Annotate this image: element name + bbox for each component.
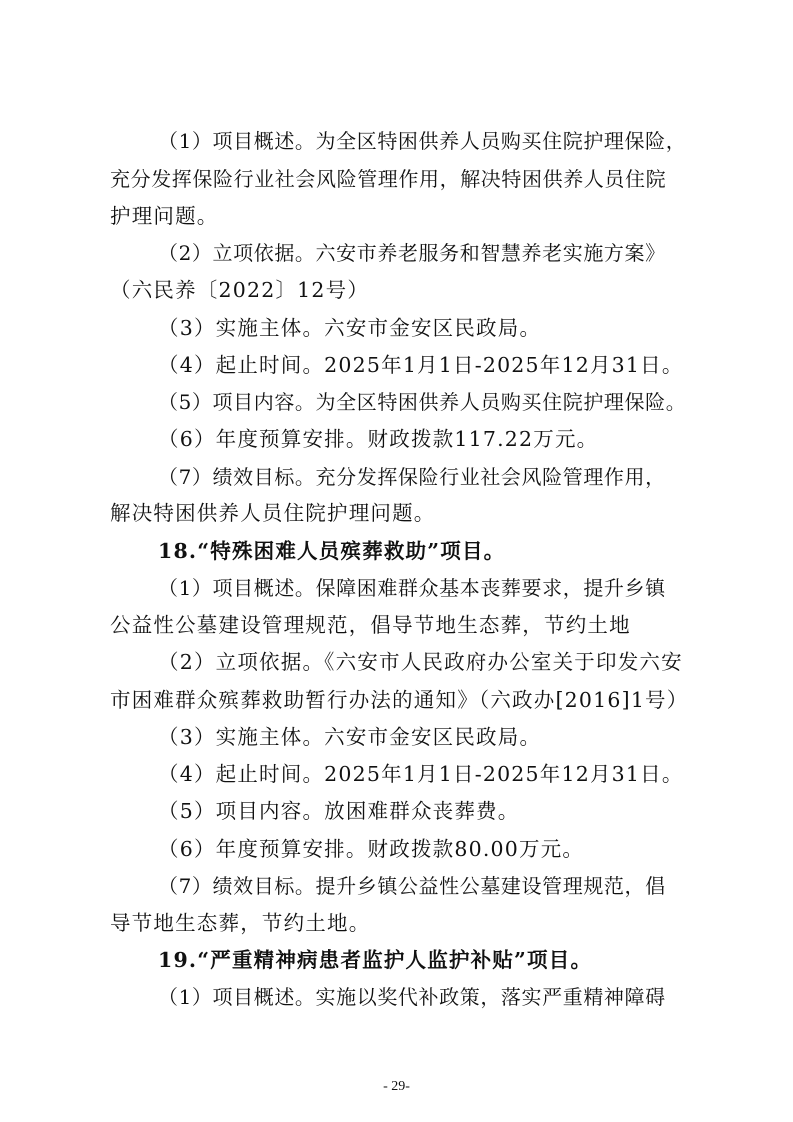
page-number: - 29-: [383, 1079, 410, 1094]
section-heading: 19.“严重精神病患者监护人监护补贴”项目。: [158, 948, 593, 972]
paragraph-line: （2）立项依据。六安市养老服务和智慧养老实施方案》: [158, 241, 666, 265]
paragraph-line: （6）年度预算安排。财政拨款117.22万元。: [158, 427, 599, 451]
paragraph-line: 解决特困供养人员住院护理问题。: [110, 501, 436, 525]
paragraph-line: 护理问题。: [110, 204, 219, 228]
paragraph-line: 公益性公墓建设管理规范，倡导节地生态葬，节约土地: [110, 613, 631, 637]
paragraph-line: （5）项目内容。放困难群众丧葬费。: [158, 799, 520, 823]
paragraph-line: （6）年度预算安排。财政拨款80.00万元。: [158, 837, 585, 861]
paragraph-line: （7）绩效目标。充分发挥保险行业社会风险管理作用，: [158, 465, 666, 489]
paragraph-line: （4）起止时间。2025年1月1日-2025年12月31日。: [158, 353, 684, 377]
paragraph-line: 市困难群众殡葬救助暂行办法的通知》（六政办[2016]1号）: [110, 688, 689, 712]
section-heading: 18.“特殊困难人员殡葬救助”项目。: [158, 539, 506, 563]
paragraph-line: （六民养〔2022〕12号）: [110, 278, 370, 302]
paragraph-line: 导节地生态葬，节约土地。: [110, 911, 371, 935]
paragraph-line: （1）项目概述。实施以奖代补政策，落实严重精神障碍: [158, 985, 666, 1009]
paragraph-line: （5）项目内容。为全区特困供养人员购买住院护理保险。: [158, 390, 687, 414]
paragraph-line: （1）项目概述。保障困难群众基本丧葬要求，提升乡镇: [158, 576, 666, 600]
paragraph-line: （2）立项依据。《六安市人民政府办公室关于印发六安: [158, 650, 683, 674]
paragraph-line: 充分发挥保险行业社会风险管理作用，解决特困供养人员住院: [110, 167, 667, 191]
paragraph-line: （3）实施主体。六安市金安区民政局。: [158, 725, 542, 749]
paragraph-line: （7）绩效目标。提升乡镇公益性公墓建设管理规范，倡: [158, 874, 666, 898]
paragraph-line: （3）实施主体。六安市金安区民政局。: [158, 316, 542, 340]
paragraph-line: （1）项目概述。为全区特困供养人员购买住院护理保险，: [158, 129, 687, 153]
paragraph-line: （4）起止时间。2025年1月1日-2025年12月31日。: [158, 762, 684, 786]
